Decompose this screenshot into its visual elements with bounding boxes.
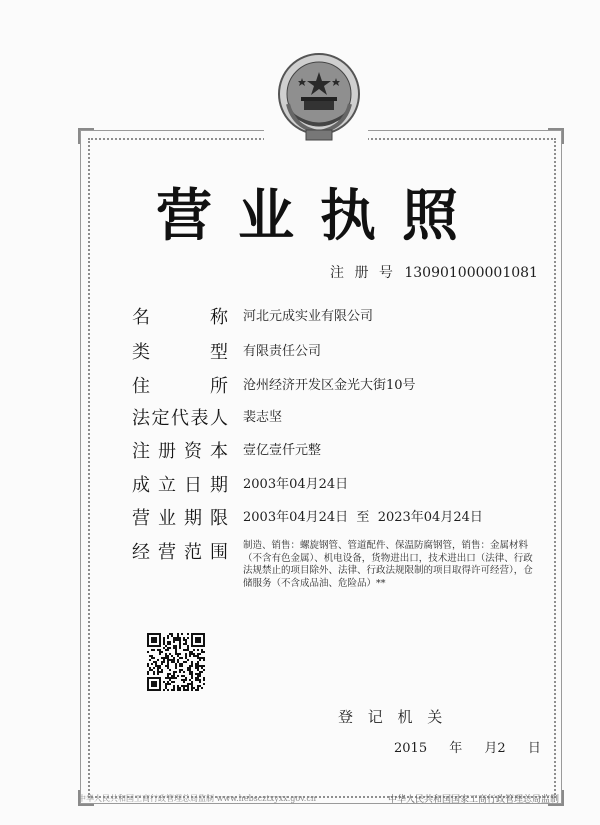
issue-date [394,737,559,756]
label-char: 期 [184,508,202,529]
registration-value: 130901000001081 [404,265,538,281]
field-value: 河北元成实业有限公司 [243,309,374,324]
label-char: 代 [171,408,189,429]
label-char: 本 [210,441,228,462]
label-char: 成 [132,475,150,496]
field-label [132,404,228,430]
registration-label: 注 册 号 [330,265,396,281]
label-char: 立 [158,475,176,496]
field-value: 壹亿壹仟元整 [243,443,322,458]
registration-authority: 登 记 机 关 [338,708,448,726]
frame-corner [78,128,94,144]
label-char: 围 [210,542,228,563]
field-value: 沧州经济开发区金光大街10号 [243,378,416,393]
field-label [132,538,228,564]
label-char: 业 [158,508,176,529]
field-label [132,338,228,364]
label-char: 限 [210,508,228,529]
field-label [132,437,228,463]
issue-year-char: 年 [449,741,463,756]
field-value: 2003年04月24日 至 2023年04月24日 [243,510,483,525]
label-char: 人 [210,408,228,429]
label-char: 所 [210,376,228,397]
document-title: 营业执照 [156,184,484,249]
issue-day-char: 日 [527,741,541,756]
field-value: 有限责任公司 [243,344,322,359]
label-char: 资 [184,441,202,462]
issue-year: 2015 [394,741,428,756]
label-char: 称 [210,307,228,328]
field-label [132,372,228,398]
label-char: 法 [132,408,150,429]
label-char: 经 [132,542,150,563]
scope-value: 制造、销售：螺旋钢管、管道配件、保温防腐钢管，销售：金属材料（不含有色金属）、机电设备，货物进出口，技术进出口（法律、行政法规禁止的项目除外、法律、行政法规限制的项目取得许可经营），仓储服务（不含成品油、危险品）** [243,540,533,589]
qr-code-icon [147,633,205,691]
field-label [132,471,228,497]
label-char: 营 [158,542,176,563]
label-char: 类 [132,342,150,363]
label-char: 册 [158,441,176,462]
field-value: 裴志坚 [243,410,283,425]
label-char: 期 [210,475,228,496]
footer-website: 中华人民共和国工商行政管理总局监制 www.hebscztxyxx.gov.cn [78,794,316,803]
label-char: 日 [184,475,202,496]
label-char: 型 [210,342,228,363]
label-char: 表 [190,408,209,429]
frame-corner [548,128,564,144]
label-char: 名 [132,307,150,328]
footer-supervisor: 中华人民共和国国家工商行政管理总局监制 [388,795,560,805]
national-emblem-icon [274,48,364,146]
label-char: 营 [132,508,150,529]
label-char: 定 [151,408,170,429]
registration-number [330,262,538,282]
label-char: 注 [132,441,150,462]
field-label [132,504,228,530]
issue-month: 月2 [484,741,506,756]
field-value: 2003年04月24日 [243,477,349,492]
label-char: 范 [184,542,202,563]
field-label [132,303,228,329]
label-char: 住 [132,376,150,397]
